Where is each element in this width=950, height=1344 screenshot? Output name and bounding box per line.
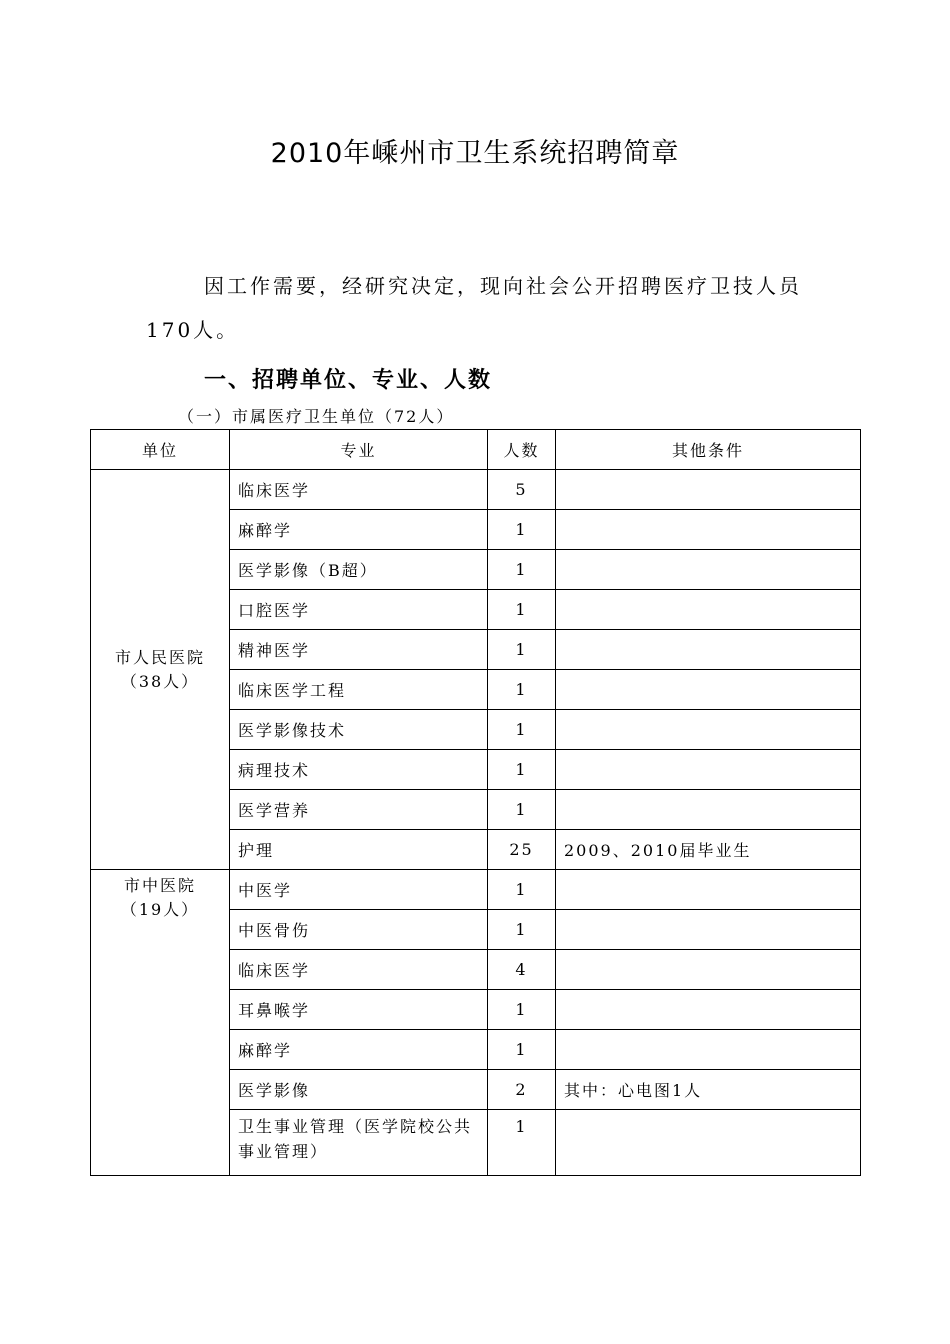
major-cell: 医学影像（B超） — [230, 550, 488, 590]
subsection-heading-city-units: （一）市属医疗卫生单位（72人） — [178, 407, 455, 426]
header-unit: 单位 — [91, 430, 230, 470]
other-cell — [556, 670, 861, 710]
count-cell: 1 — [488, 630, 556, 670]
other-cell — [556, 590, 861, 630]
other-cell — [556, 990, 861, 1030]
major-cell: 临床医学工程 — [230, 670, 488, 710]
unit-headcount: （19人） — [120, 900, 200, 919]
count-cell: 1 — [488, 990, 556, 1030]
count-cell: 1 — [488, 550, 556, 590]
major-cell: 临床医学 — [230, 470, 488, 510]
major-cell: 卫生事业管理（医学院校公共事业管理） — [230, 1110, 488, 1176]
other-cell — [556, 750, 861, 790]
other-cell — [556, 710, 861, 750]
header-other-conditions: 其他条件 — [556, 430, 861, 470]
unit-cell-tcm-hospital — [91, 870, 230, 1176]
count-cell: 1 — [488, 870, 556, 910]
major-cell: 中医骨伤 — [230, 910, 488, 950]
other-cell: 其中：心电图1人 — [556, 1070, 861, 1110]
count-cell: 1 — [488, 510, 556, 550]
major-cell: 临床医学 — [230, 950, 488, 990]
intro-paragraph: 因工作需要，经研究决定，现向社会公开招聘医疗卫技人员170人。 — [146, 274, 802, 342]
other-cell — [556, 910, 861, 950]
other-cell — [556, 950, 861, 990]
major-cell: 中医学 — [230, 870, 488, 910]
header-count: 人数 — [488, 430, 556, 470]
count-cell: 1 — [488, 790, 556, 830]
table-header-row — [91, 430, 861, 470]
count-cell: 1 — [488, 590, 556, 630]
count-cell: 5 — [488, 470, 556, 510]
other-cell: 2009、2010届毕业生 — [556, 830, 861, 870]
major-cell: 口腔医学 — [230, 590, 488, 630]
other-cell — [556, 790, 861, 830]
table-row — [91, 870, 861, 910]
other-cell — [556, 630, 861, 670]
count-cell: 1 — [488, 1030, 556, 1070]
document-title: 2010年嵊州市卫生系统招聘简章 — [270, 138, 680, 169]
count-cell: 25 — [488, 830, 556, 870]
major-cell: 精神医学 — [230, 630, 488, 670]
unit-cell-peoples-hospital — [91, 470, 230, 870]
major-cell: 医学营养 — [230, 790, 488, 830]
other-cell — [556, 550, 861, 590]
major-cell: 医学影像 — [230, 1070, 488, 1110]
major-cell: 护理 — [230, 830, 488, 870]
count-cell: 1 — [488, 1110, 556, 1176]
major-cell: 耳鼻喉学 — [230, 990, 488, 1030]
count-cell: 1 — [488, 670, 556, 710]
count-cell: 1 — [488, 750, 556, 790]
recruitment-table — [90, 429, 861, 1176]
major-cell: 麻醉学 — [230, 1030, 488, 1070]
other-cell — [556, 1110, 861, 1176]
other-cell — [556, 510, 861, 550]
count-cell: 1 — [488, 710, 556, 750]
unit-headcount: （38人） — [120, 671, 200, 691]
unit-name: 市人民医院 — [114, 647, 205, 667]
major-cell: 麻醉学 — [230, 510, 488, 550]
section-heading-recruit-units: 一、招聘单位、专业、人数 — [204, 368, 493, 393]
header-major: 专业 — [230, 430, 488, 470]
major-cell: 医学影像技术 — [230, 710, 488, 750]
other-cell — [556, 1030, 861, 1070]
count-cell: 4 — [488, 950, 556, 990]
count-cell: 1 — [488, 910, 556, 950]
unit-name: 市中医院 — [123, 876, 196, 895]
count-cell: 2 — [488, 1070, 556, 1110]
table-row — [91, 470, 861, 510]
other-cell — [556, 870, 861, 910]
other-cell — [556, 470, 861, 510]
major-cell: 病理技术 — [230, 750, 488, 790]
